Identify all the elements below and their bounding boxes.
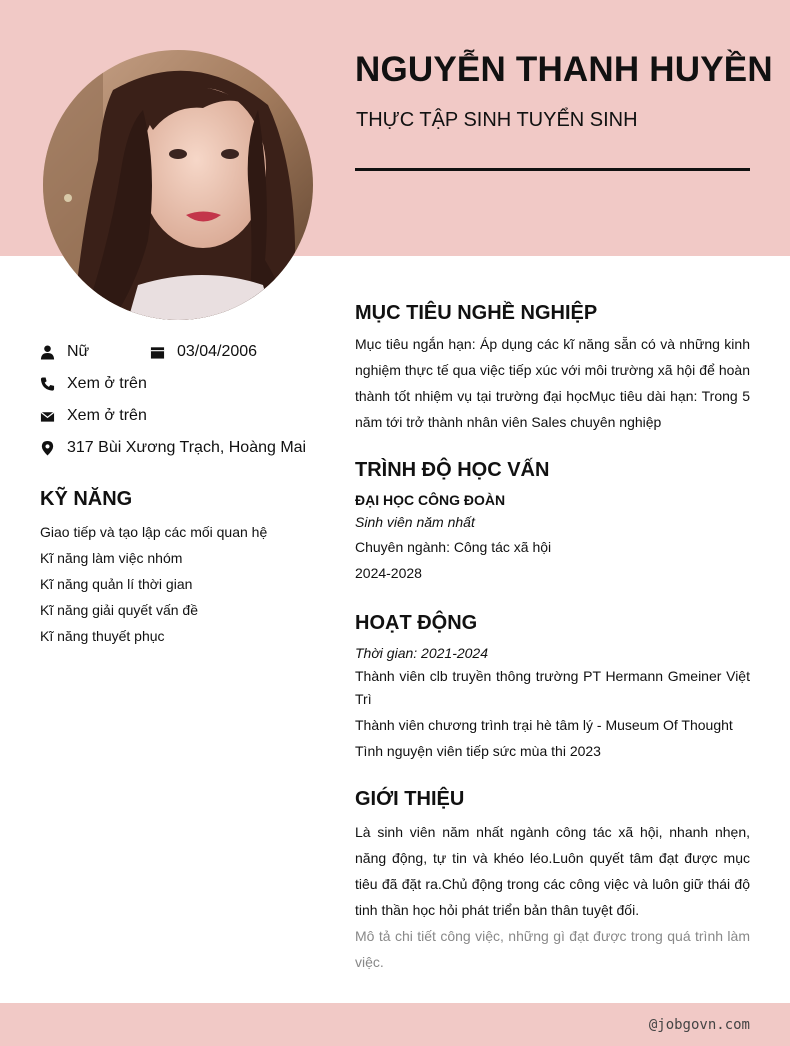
objective-section — [355, 302, 750, 435]
intro-placeholder: Mô tả chi tiết công việc, những gì đạt được trong quá trình làm việc. — [355, 928, 750, 970]
gender-text: Nữ — [67, 343, 90, 360]
email-text: Xem ở trên — [67, 407, 147, 424]
contact-birthday — [150, 343, 257, 361]
skill-item: Kĩ năng thuyết phục — [40, 628, 165, 644]
contact-email — [40, 407, 147, 425]
footer-brand: @jobgovn.com — [648, 1017, 750, 1033]
education-status: Sinh viên năm nhất — [355, 514, 475, 530]
contact-address — [40, 439, 306, 457]
intro-section — [355, 788, 750, 975]
activities-period: Thời gian: 2021-2024 — [355, 645, 488, 661]
birthday-text: 03/04/2006 — [177, 343, 258, 360]
activity-item: Tình nguyện viên tiếp sức mùa thi 2023 — [355, 743, 601, 759]
education-section — [355, 459, 750, 586]
intro-text: Là sinh viên năm nhất ngành công tác xã hội, nhanh nhẹn, năng động, tự tin và khéo léo.Luôn quyết tâm đạt được mục tiêu đã đặt ra.Chủ động trong các công việc và luôn giữ thái độ tinh thần học hỏi phát triển bản thân tuyệt đối. — [355, 824, 750, 918]
full-name: NGUYỄN THANH HUYỀN — [355, 50, 773, 89]
title-divider — [355, 168, 750, 171]
skills-heading: KỸ NĂNG — [40, 488, 133, 510]
mail-icon — [40, 408, 55, 424]
objective-heading: MỤC TIÊU NGHỀ NGHIỆP — [355, 302, 598, 324]
skill-item: Kĩ năng giải quyết vấn đề — [40, 602, 199, 618]
education-years: 2024-2028 — [355, 565, 422, 581]
activities-heading: HOẠT ĐỘNG — [355, 612, 478, 634]
intro-heading: GIỚI THIỆU — [355, 788, 465, 810]
user-icon — [40, 344, 55, 360]
activities-section — [355, 612, 750, 764]
activity-item: Thành viên clb truyền thông trường PT Hermann Gmeiner Việt Trì — [355, 668, 750, 707]
contact-gender — [40, 343, 89, 361]
phone-text: Xem ở trên — [67, 375, 147, 392]
skill-item: Giao tiếp và tạo lập các mối quan hệ — [40, 524, 268, 540]
avatar — [43, 50, 313, 320]
location-pin-icon — [40, 440, 55, 456]
address-text: 317 Bùi Xương Trạch, Hoàng Mai — [67, 439, 307, 456]
objective-text: Mục tiêu ngắn hạn: Áp dụng các kĩ năng sẵn có và những kinh nghiệm thực tế qua việc tiếp xúc với môi trường xã hội để hoàn thành tốt nhiệm vụ tại trường đại họcMục tiêu dài hạn: Trong 5 năm tới trở thành nhân viên Sales chuyên nghiệp — [355, 336, 750, 430]
education-heading: TRÌNH ĐỘ HỌC VẤN — [355, 459, 550, 481]
activity-item: Thành viên chương trình trại hè tâm lý - Museum Of Thought — [355, 717, 733, 733]
skill-item: Kĩ năng quản lí thời gian — [40, 576, 193, 592]
skill-item: Kĩ năng làm việc nhóm — [40, 550, 183, 566]
school-name: ĐẠI HỌC CÔNG ĐOÀN — [355, 492, 506, 508]
job-title: THỰC TẬP SINH TUYỂN SINH — [356, 109, 638, 131]
skills-list — [40, 521, 267, 651]
calendar-icon — [150, 344, 165, 360]
phone-icon — [40, 376, 55, 392]
contact-phone — [40, 375, 147, 393]
education-major: Chuyên ngành: Công tác xã hội — [355, 539, 552, 555]
